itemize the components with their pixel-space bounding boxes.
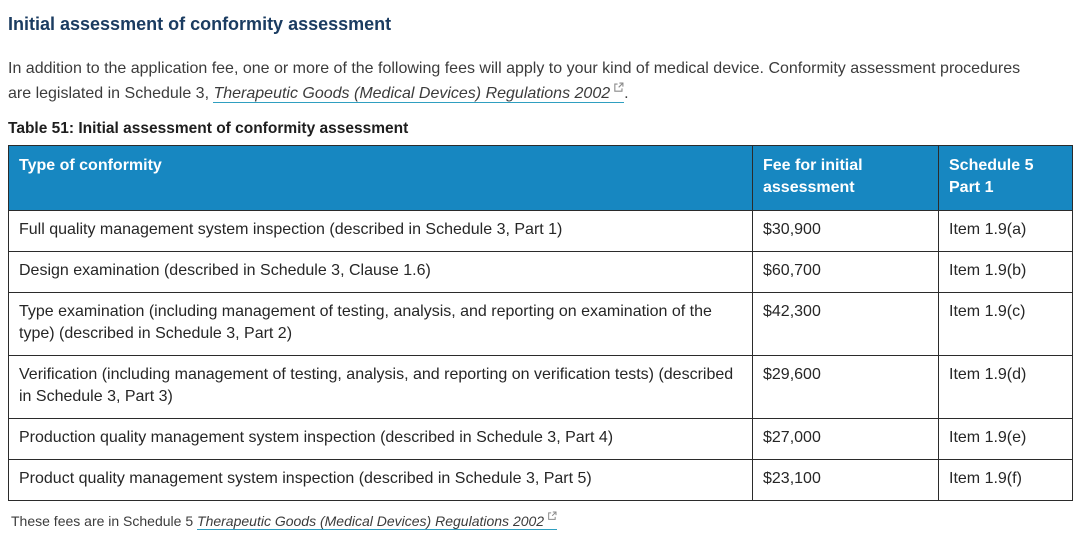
cell-fee: $30,900 — [753, 211, 939, 252]
intro-text-before-link: In addition to the application fee, one or more of the following fees will apply to your kind of medical device. Conformity assessment procedures are legislated in Schedule 3, — [8, 60, 1021, 102]
column-header-type: Type of conformity — [9, 146, 753, 211]
cell-item: Item 1.9(f) — [939, 460, 1073, 501]
cell-type: Design examination (described in Schedule 3, Clause 1.6) — [9, 252, 753, 293]
table-row — [9, 460, 1073, 501]
intro-text-after-link: . — [624, 85, 629, 102]
cell-type: Verification (including management of testing, analysis, and reporting on verification tests) (described in Schedule 3, Part 3) — [9, 356, 753, 419]
cell-type: Production quality management system inspection (described in Schedule 3, Part 4) — [9, 419, 753, 460]
cell-fee: $23,100 — [753, 460, 939, 501]
external-link-icon — [547, 511, 557, 521]
table-caption: Table 51: Initial assessment of conformity assessment — [8, 120, 409, 137]
table-row — [9, 252, 1073, 293]
column-header-schedule: Schedule 5 Part 1 — [939, 146, 1073, 211]
column-header-fee: Fee for initial assessment — [753, 146, 939, 211]
cell-fee: $60,700 — [753, 252, 939, 293]
regulations-link[interactable] — [213, 85, 624, 103]
conformity-fees-table — [8, 145, 1073, 501]
cell-type: Full quality management system inspection (described in Schedule 3, Part 1) — [9, 211, 753, 252]
cell-item: Item 1.9(d) — [939, 356, 1073, 419]
cell-fee: $29,600 — [753, 356, 939, 419]
cell-fee: $42,300 — [753, 293, 939, 356]
table-row — [9, 419, 1073, 460]
cell-item: Item 1.9(a) — [939, 211, 1073, 252]
cell-item: Item 1.9(c) — [939, 293, 1073, 356]
footnote-regulations-link-label: Therapeutic Goods (Medical Devices) Regulations 2002 — [197, 513, 545, 529]
page-title: Initial assessment of conformity assessment — [8, 14, 392, 34]
footnote-regulations-link[interactable] — [197, 513, 557, 530]
regulations-link-label: Therapeutic Goods (Medical Devices) Regulations 2002 — [213, 85, 611, 102]
cell-item: Item 1.9(b) — [939, 252, 1073, 293]
table-row — [9, 293, 1073, 356]
cell-fee: $27,000 — [753, 419, 939, 460]
cell-type: Type examination (including management of testing, analysis, and reporting on examination of the type) (described in Schedule 3, Part 2) — [9, 293, 753, 356]
intro-paragraph — [8, 56, 1038, 106]
table-row — [9, 356, 1073, 419]
external-link-icon — [613, 82, 624, 93]
cell-item: Item 1.9(e) — [939, 419, 1073, 460]
footnote-text-before-link: These fees are in Schedule 5 — [11, 513, 198, 529]
cell-type: Product quality management system inspection (described in Schedule 3, Part 5) — [9, 460, 753, 501]
table-row — [9, 211, 1073, 252]
footnote — [11, 511, 1072, 531]
table-header-row — [9, 146, 1073, 211]
